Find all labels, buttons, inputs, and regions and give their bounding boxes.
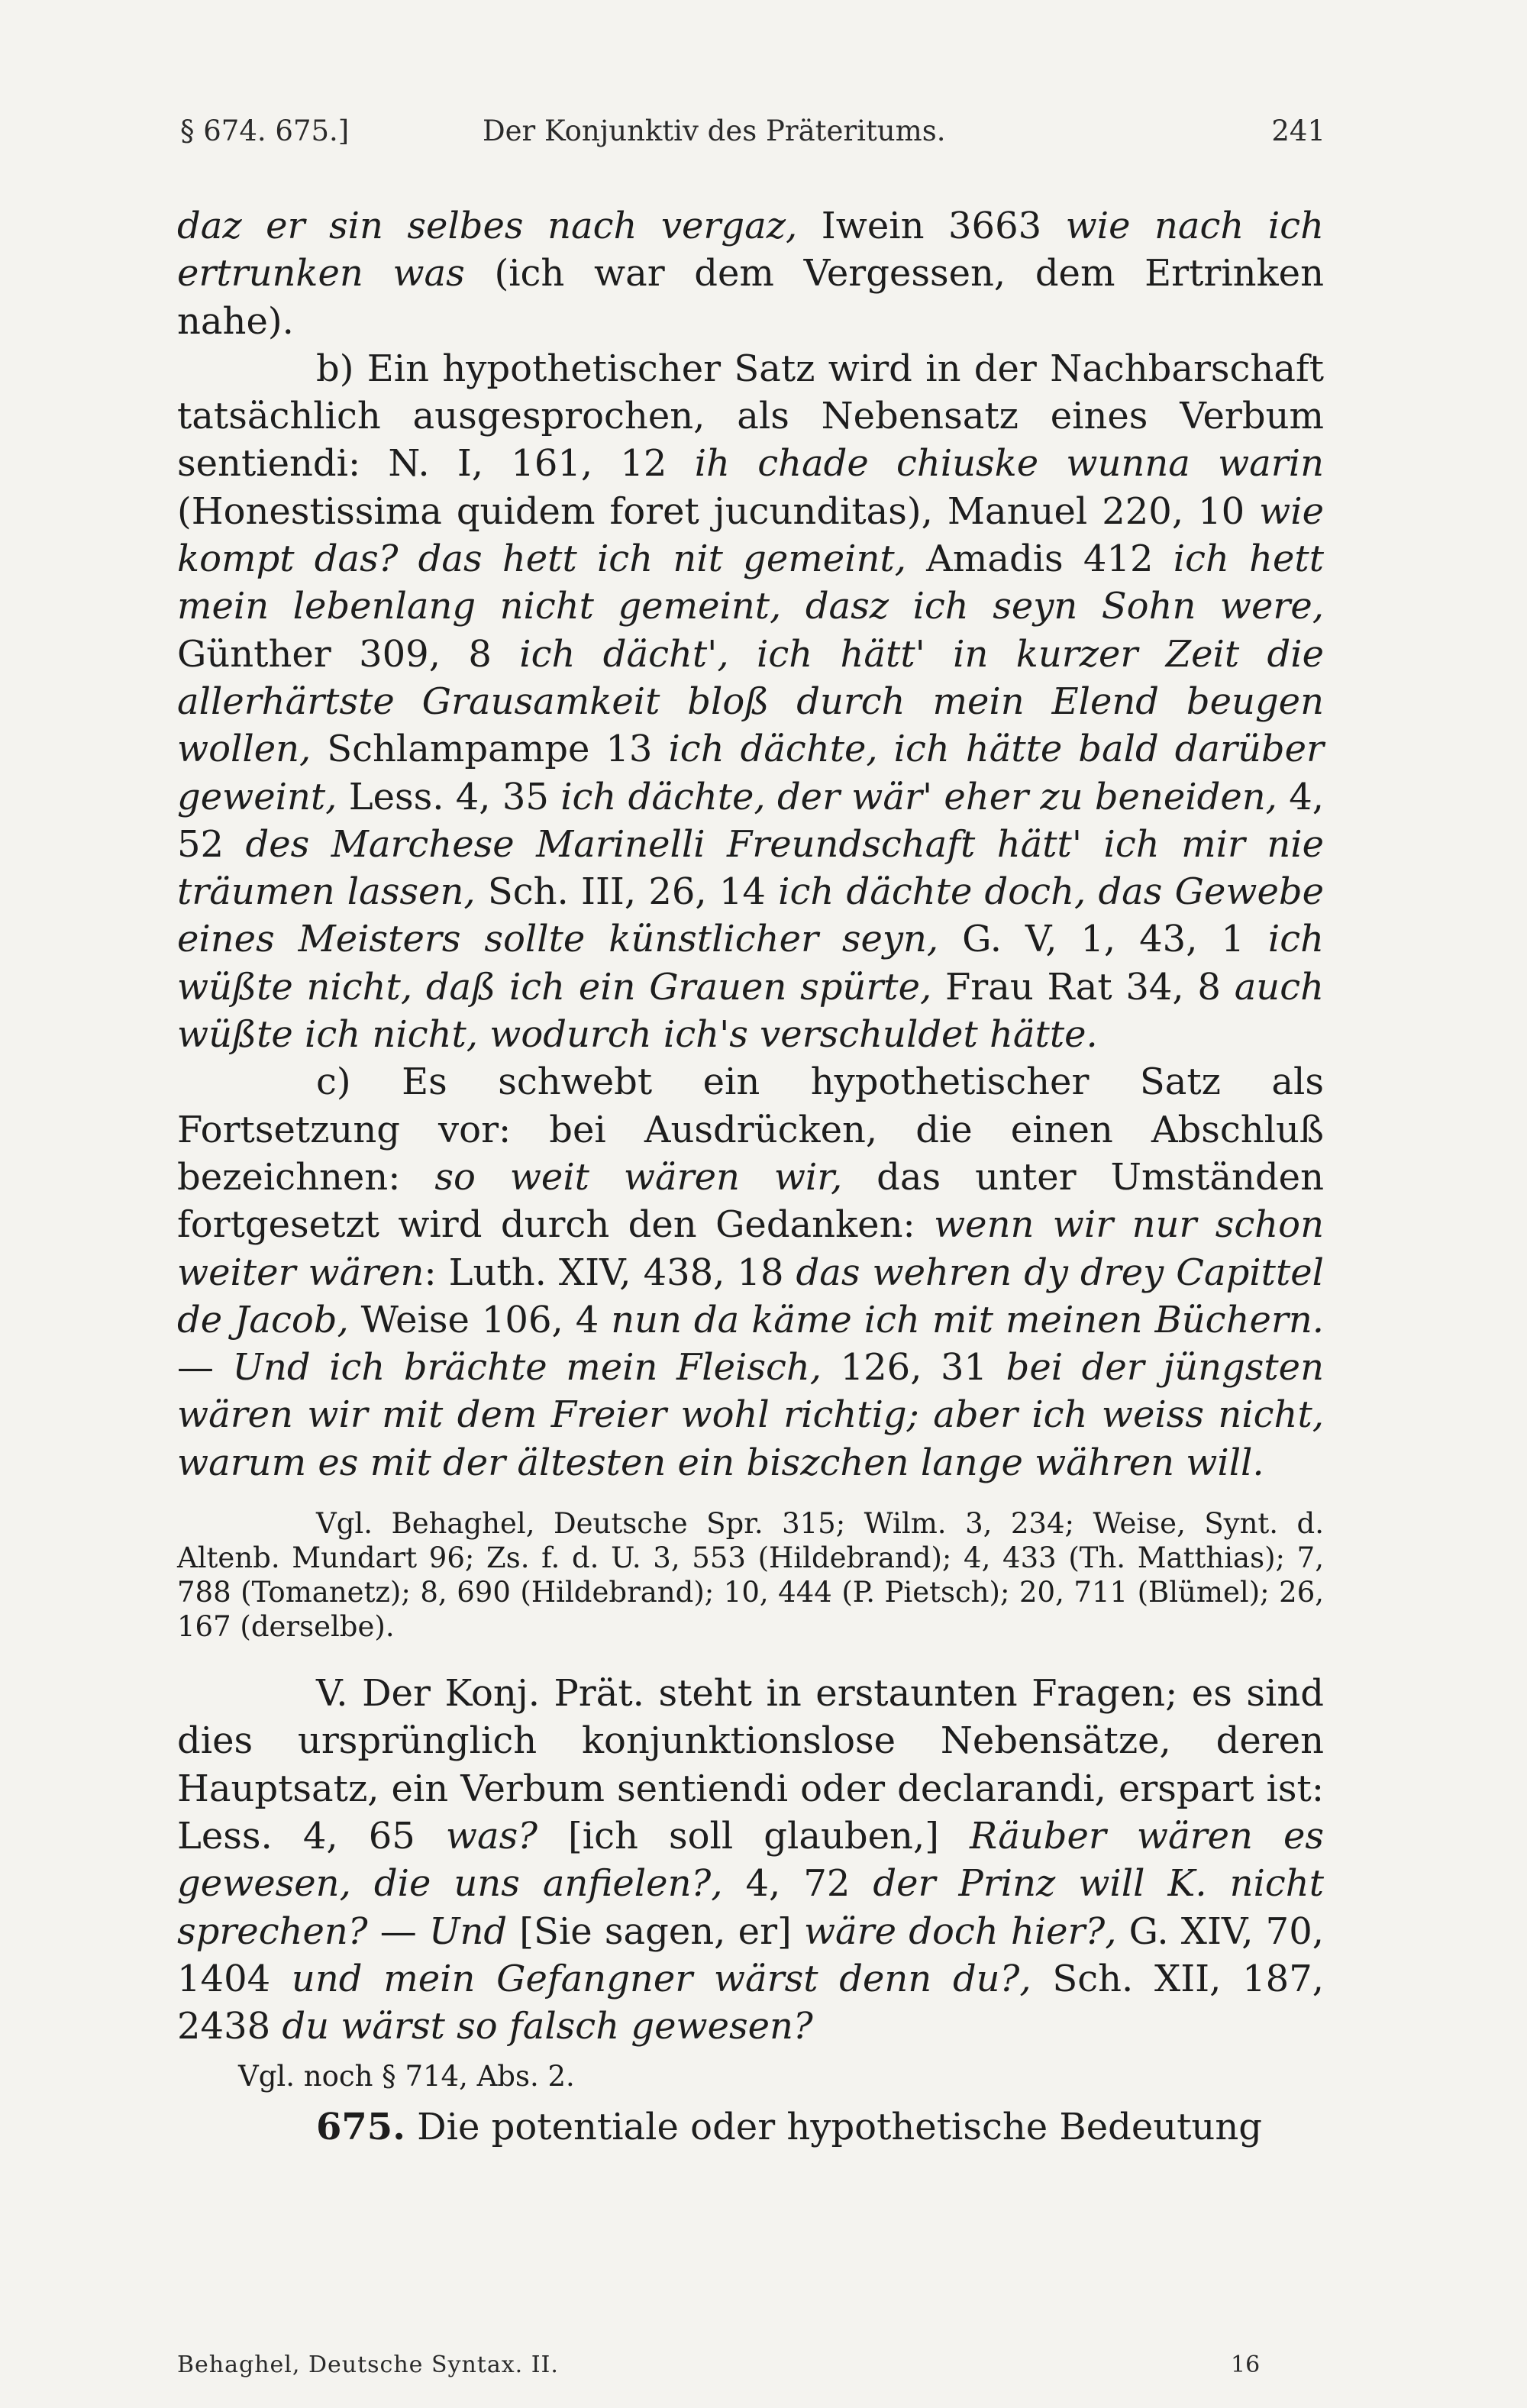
italic-quotation: des Marchese Marinelli Freundschaft hätt' ich mir nie träumen lassen, [177,822,1324,914]
italic-quotation: so weit wären wir, [434,1155,843,1199]
page-footer [177,2352,1324,2390]
text-run: (Honestissima quidem foret jucunditas), Manuel 220, 10 [177,489,1260,533]
text-run: Amadis 412 [906,537,1173,581]
text-run: c) Es schwebt ein hypothetischer Satz als Fortsetzung vor: bei Ausdrücken, die einen Abschluß bezeichnen: [177,1060,1324,1199]
italic-quotation: ich hett mein lebenlang nicht gemeint, dasz ich seyn Sohn were, [177,537,1325,628]
page-number: 241 [1271,115,1325,147]
see-also-note: Vgl. noch § 714, Abs. 2. [238,2060,575,2093]
italic-quotation: das wehren dy drey Capittel de Jacob, [177,1251,1324,1341]
italic-quotation: wenn wir nur schon weiter wären [177,1203,1324,1294]
text-run: G. XIV, 70, 1404 [177,1909,1325,2000]
italic-quotation: wie nach ich ertrunken was [177,205,1325,295]
italic-quotation: ich dächte, der wär' eher zu beneiden, [560,775,1277,818]
italic-quotation: ich dächte doch, das Gewebe eines Meisters sollte künstlicher seyn, [177,870,1325,961]
section-675-text: Die potentiale oder hypothetische Bedeutung [417,2106,1262,2149]
footer-imprint: Behaghel, Deutsche Syntax. II. [177,2352,559,2378]
italic-quotation: was? [445,1814,538,1858]
italic-quotation: auch wüßte ich nicht, wodurch ich's verschuldet hätte. [177,965,1325,1057]
text-run: Weise 106, 4 [348,1298,612,1341]
text-run: Sch. III, 26, 14 [475,870,779,914]
text-run: [ich soll glauben,] [537,1814,970,1858]
italic-quotation: wäre doch hier?, [803,1909,1117,1953]
section-reference: § 674. 675.] [180,115,350,147]
main-text [177,202,1324,2151]
italic-quotation: bei der jüngsten wären wir mit dem Freier wohl richtig; aber ich weiss nicht, warum es mit der ältesten ein biszchen lange währen will. [177,1346,1324,1484]
italic-quotation: Und ich brächte mein Fleisch, [232,1346,822,1390]
paragraph-b [177,345,1324,1058]
text-run: V. Der Konj. Prät. steht in erstaunten Fragen; es sind dies ursprünglich konjunktionslose Nebensätze, deren Hauptsatz, ein Verbum sentiendi oder declarandi, erspart ist: Less. 4, 65 [177,1672,1324,1858]
text-run: Günther 309, 8 [177,632,520,676]
text-run: Iwein 3663 [797,205,1066,247]
running-title: Der Konjunktiv des Präteritums. [483,115,946,147]
text-run: (ich war dem Vergessen, dem Ertrinken nahe). [177,252,1324,343]
paragraph-c [177,1058,1324,1486]
italic-quotation: wie kompt das? das hett ich nit gemeint, [177,489,1324,581]
text-run: [Sie sagen, er] [507,1909,804,1953]
section-675-number: 675. [316,2106,405,2149]
italic-quotation: ih chade chiuske wunna warin [694,442,1325,486]
italic-quotation: daz er sin selbes nach vergaz, [177,205,798,247]
text-run: 4, 52 [177,775,1324,866]
italic-quotation: und mein Gefangner wärst denn du?, [291,1957,1031,2000]
text-run: b) Ein hypothetischer Satz wird in der Nachbarschaft tatsächlich ausgesprochen, als Nebensatz eines Verbum sentiendi: N. I, 161, 12 [177,347,1324,486]
text-run: 126, 31 [822,1346,1006,1390]
sheet-signature: 16 [1231,2352,1261,2378]
italic-quotation: Räuber wären es gewesen, die uns anfielen?, [177,1814,1324,1906]
text-run: — [177,1346,233,1390]
reference-note: Vgl. Behaghel, Deutsche Spr. 315; Wilm. 3, 234; Weise, Synt. d. Altenb. Mundart 96; Zs. f. d. U. 3, 553 (Hildebrand); 4, 433 (Th. Matthias); 7, 788 (Tomanetz); 8, 690 (Hildebrand); 10, 444 (P. Pietsch); 20, 711 (Blümel); 26, 167 (derselbe). [177,1507,1324,1644]
italic-quotation: nun da käme ich mit meinen Büchern. [611,1298,1324,1341]
italic-quotation: ich wüßte nicht, daß ich ein Grauen spürte, [177,918,1325,1009]
italic-quotation: du wärst so falsch gewesen? [282,2005,813,2048]
text-run: Frau Rat 34, 8 [931,965,1235,1009]
running-header [180,115,1325,160]
text-run: Less. 4, 35 [337,775,561,818]
italic-quotation: der Prinz will K. nicht sprechen? [177,1862,1324,1953]
text-run: 4, 72 [722,1862,873,1906]
text-run: Sch. XII, 187, 2438 [177,1957,1325,2048]
text-run: Schlampampe 13 [311,728,669,771]
text-run: das unter Umständen fortgesetzt wird durch den Gedanken: [177,1155,1325,1247]
italic-quotation: ich dächt', ich hätt' in kurzer Zeit die allerhärtste Grausamkeit bloß durch mein Elend beugen wollen, [177,632,1324,771]
text-run: : Luth. XIV, 438, 18 [424,1251,796,1294]
paragraph-continuation [177,202,1324,345]
text-run: G. V, 1, 43, 1 [938,918,1268,961]
text-run: — [367,1909,429,1953]
section-675-heading [177,2103,1324,2151]
paragraph-v [177,1670,1324,2050]
italic-quotation: Und [429,1909,508,1953]
italic-quotation: ich dächte, ich hätte bald darüber geweint, [177,728,1324,818]
